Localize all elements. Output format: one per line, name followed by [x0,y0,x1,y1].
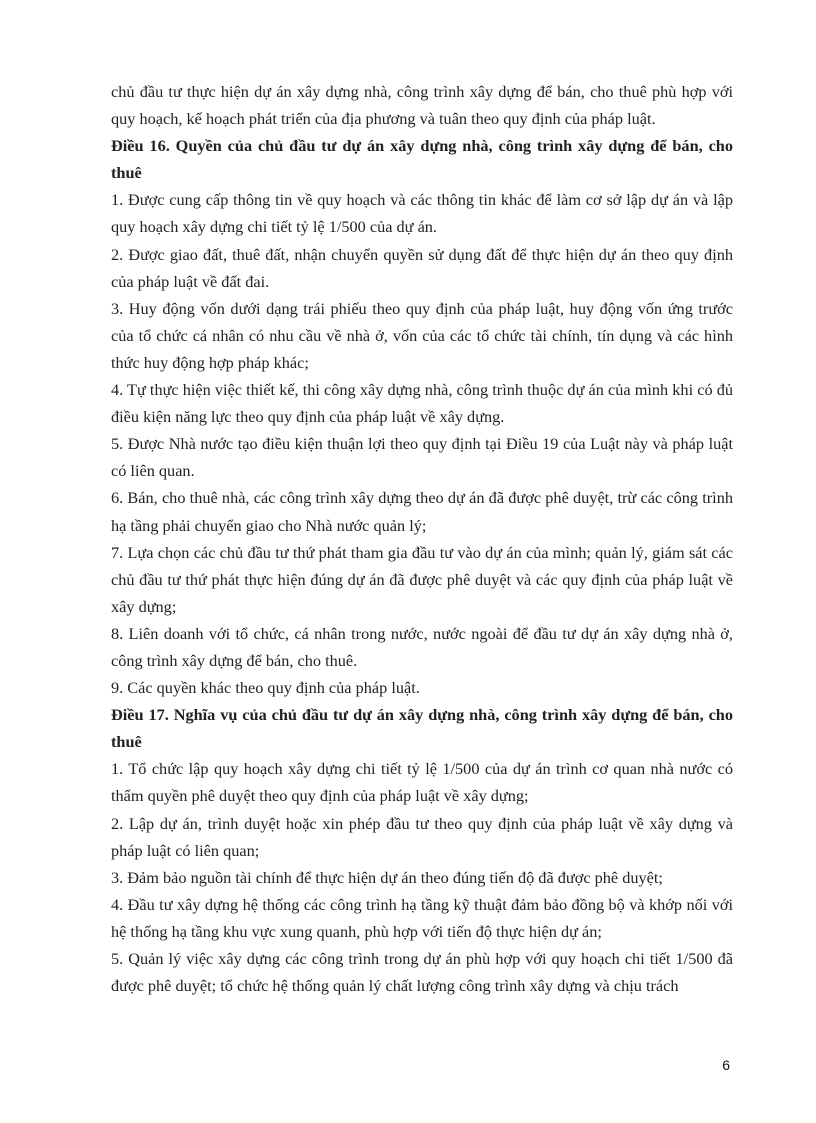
article-17-item-5: 5. Quản lý việc xây dựng các công trình trong dự án phù hợp với quy hoạch chi tiết 1/500 đã được phê duyệt; tổ chức hệ thống quản lý chất lượng công trình xây dựng và chịu trách [111,949,733,996]
article-16-heading: Điều 16. Quyền của chủ đầu tư dự án xây dựng nhà, công trình xây dựng để bán, cho thuê [111,136,733,183]
article-16-item-2: 2. Được giao đất, thuê đất, nhận chuyển quyền sử dụng đất để thực hiện dự án theo quy định của pháp luật về đất đai. [111,244,733,291]
article-16-item-1: 1. Được cung cấp thông tin về quy hoạch và các thông tin khác để làm cơ sở lập dự án và lập quy hoạch xây dựng chi tiết tỷ lệ 1/500 của dự án. [111,190,733,237]
article-16-item-3: 3. Huy động vốn dưới dạng trái phiếu theo quy định của pháp luật, huy động vốn ứng trước của tổ chức cá nhân có nhu cầu về nhà ở, vốn của các tổ chức tài chính, tín dụng và các hình thức huy động hợp pháp khác; [111,298,733,372]
document-body [111,78,733,999]
article-16-item-5: 5. Được Nhà nước tạo điều kiện thuận lợi theo quy định tại Điều 19 của Luật này và pháp luật có liên quan. [111,434,733,481]
page-number: 6 [722,1057,730,1073]
article-17-item-1: 1. Tổ chức lập quy hoạch xây dựng chi tiết tỷ lệ 1/500 của dự án trình cơ quan nhà nước có thẩm quyền phê duyệt theo quy định của pháp luật về xây dựng; [111,759,733,806]
article-17-item-3: 3. Đảm bảo nguồn tài chính để thực hiện dự án theo đúng tiến độ đã được phê duyệt; [111,867,663,887]
body-paragraph-intro: chủ đầu tư thực hiện dự án xây dựng nhà, công trình xây dựng để bán, cho thuê phù hợp với quy hoạch, kế hoạch phát triển của địa phương và tuân theo quy định của pháp luật. [111,82,733,129]
article-16-item-9: 9. Các quyền khác theo quy định của pháp luật. [111,678,420,698]
article-16-item-4: 4. Tự thực hiện việc thiết kế, thi công xây dựng nhà, công trình thuộc dự án của mình khi có đủ điều kiện năng lực theo quy định của pháp luật về xây dựng. [111,380,733,427]
article-17-heading: Điều 17. Nghĩa vụ của chủ đầu tư dự án xây dựng nhà, công trình xây dựng để bán, cho thuê [111,705,733,752]
article-16-item-7: 7. Lựa chọn các chủ đầu tư thứ phát tham gia đầu tư vào dự án của mình; quản lý, giám sát các chủ đầu tư thứ phát thực hiện đúng dự án đã được phê duyệt và các quy định của pháp luật về xây dựng; [111,542,733,616]
article-16-item-6: 6. Bán, cho thuê nhà, các công trình xây dựng theo dự án đã được phê duyệt, trừ các công trình hạ tầng phải chuyển giao cho Nhà nước quản lý; [111,488,733,535]
article-17-item-4: 4. Đầu tư xây dựng hệ thống các công trình hạ tầng kỹ thuật đảm bảo đồng bộ và khớp nối với hệ thống hạ tầng khu vực xung quanh, phù hợp với tiến độ thực hiện dự án; [111,894,733,941]
article-17-item-2: 2. Lập dự án, trình duyệt hoặc xin phép đầu tư theo quy định của pháp luật về xây dựng và pháp luật có liên quan; [111,813,733,860]
article-16-item-8: 8. Liên doanh với tổ chức, cá nhân trong nước, nước ngoài để đầu tư dự án xây dựng nhà ở, công trình xây dựng để bán, cho thuê. [111,623,733,670]
